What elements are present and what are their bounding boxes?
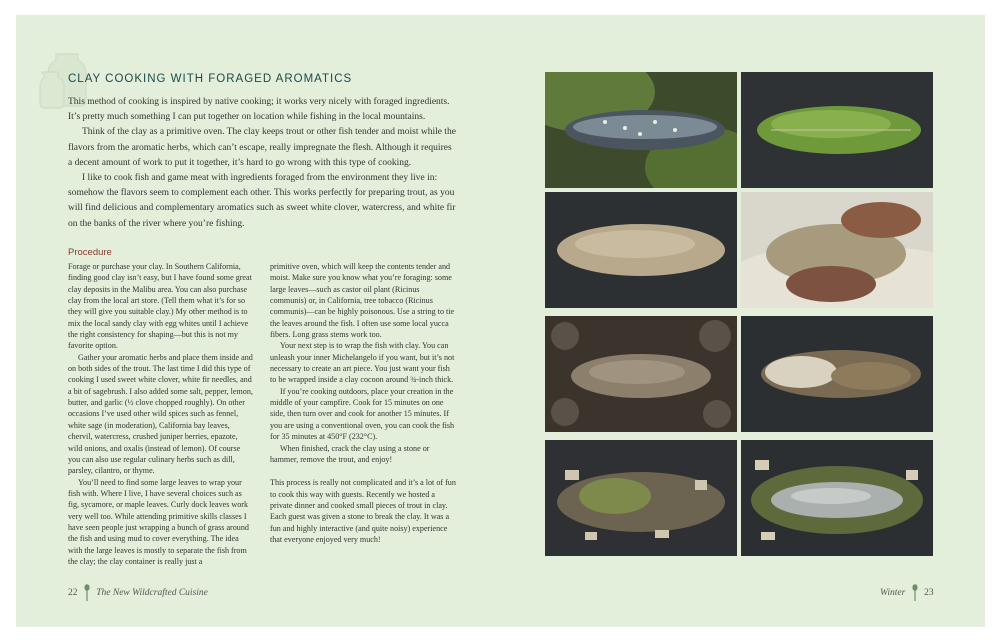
spoon-icon xyxy=(84,584,90,602)
procedure-paragraph: Gather your aromatic herbs and place them inside and on both sides of the trout. The last time I did this type of cooking I used sweet white clover, white fir needles, and a bit of sagebrush. I also added some salt, pepper, lemon, butter, and garlic (½ clove chopped roughly). On other occasions I’ve used other wild spices such as fennel, white sage (in moderation), California bay leaves, chervil, watercress, crushed juniper berries, epazote, wild onions, and oxalis (instead of lemon). Of course you can also use regular culinary herbs such as dill, parsley, cilantro, or thyme. xyxy=(68,352,253,476)
photo-fish-with-herbs xyxy=(545,72,737,188)
procedure-paragraph: If you’re cooking outdoors, place your creation in the middle of your campfire. Cook for 15 minutes on one side, then turn over and cook for another 15 minutes. If you are using a conventional oven, you can cook the fish for 35 minutes at 450°F (232°C). xyxy=(270,386,455,442)
page-number-left: 22 xyxy=(68,588,78,599)
photo-fish-wrapped-in-leaves xyxy=(741,72,933,188)
folio-left xyxy=(68,584,208,602)
intro-paragraph: Think of the clay as a primitive oven. The clay keeps trout or other fish tender and moist while the flavors from the aromatic herbs, which can’t escape, really impregnate the flesh. Although it requires a decent amount of work to put it together, it’s hard to go wrong with this type of cooking. xyxy=(68,127,456,168)
spoon-icon xyxy=(912,584,918,602)
procedure-column-1 xyxy=(68,261,254,567)
procedure-paragraph: Forage or purchase your clay. In Southern California, finding good clay isn’t easy, but I have found some great clay deposits in the Malibu area. You can also purchase clay from the local art store. (Tell them what it’s for so they will give you suitable clay.) My other method is to mix the local sandy clay with egg whites until I achieve the right consistency for shaping—but this is not my favorite option. xyxy=(68,262,252,351)
photo-grid xyxy=(545,72,933,560)
closing-paragraph: This process is really not complicated and it’s a lot of fun to cook this way with guests. Recently we hosted a private dinner and cooked small pieces of trout in clay. Each guest was given a stone to break the clay. It was a fun and highly interactive (and quite noisy) experience that everyone enjoyed very much! xyxy=(270,478,456,544)
procedure-heading: Procedure xyxy=(68,247,112,258)
folio-right xyxy=(880,584,934,602)
intro-text xyxy=(68,95,458,232)
procedure-column-2 xyxy=(270,261,456,545)
photo-cooked-trout-revealed xyxy=(741,440,933,556)
page-number-right: 23 xyxy=(924,588,934,599)
book-title: The New Wildcrafted Cuisine xyxy=(96,588,208,599)
intro-paragraph: I like to cook fish and game meat with ingredients foraged from the environment they live in: somehow the flavors seem to complement each other. This works perfectly for preparing trout, as you will find delicious and complementary aromatics such as sweet white clover, watercress, and white fir on the banks of the river where you’re fishing. xyxy=(68,173,456,229)
procedure-paragraph: You’ll need to find some large leaves to wrap your fish with. Where I live, I have several choices such as fig, sycamore, or maple leaves. Curly dock leaves work very well too. While attending primitive skills classes I have seen people just wrapping a bunch of grass around the fish and using mud to cover everything. The idea with the large leaves is mostly to separate the fish from the clay; the clay container is really just a xyxy=(68,477,249,566)
procedure-paragraph: primitive oven, which will keep the contents tender and moist. Make sure you know what you’re foraging: some large leaves—such as castor oil plant (Ricinus communis) or, in California, tree tobacco (Ricinus communis)—can be highly poisonous. Use a string to tie the leaves around the fish. I often use some local yucca fibers. Long grass stems work too. xyxy=(270,262,455,340)
photo-hands-shaping-clay xyxy=(741,192,933,308)
intro-paragraph: This method of cooking is inspired by native cooking; it works very nicely with foraged ingredients. It’s pretty much something I can put together on location while fishing in the local mountains. xyxy=(68,97,450,123)
procedure-paragraph: When finished, crack the clay using a stone or hammer, remove the trout, and enjoy! xyxy=(270,443,430,464)
photo-fish-covered-in-clay xyxy=(545,192,737,308)
procedure-paragraph: Your next step is to wrap the fish with clay. You can unleash your inner Michelangelo if you want, but it’s not necessary to create an art piece. You just want your fish to be wrapped inside a clay cocoon around ¾-inch thick. xyxy=(270,341,455,385)
photo-clay-in-campfire xyxy=(545,316,737,432)
section-name: Winter xyxy=(880,588,906,599)
recipe-title: CLAY COOKING WITH FORAGED AROMATICS xyxy=(68,73,353,85)
photo-baked-clay-cocoon xyxy=(741,316,933,432)
photo-cracked-clay xyxy=(545,440,737,556)
